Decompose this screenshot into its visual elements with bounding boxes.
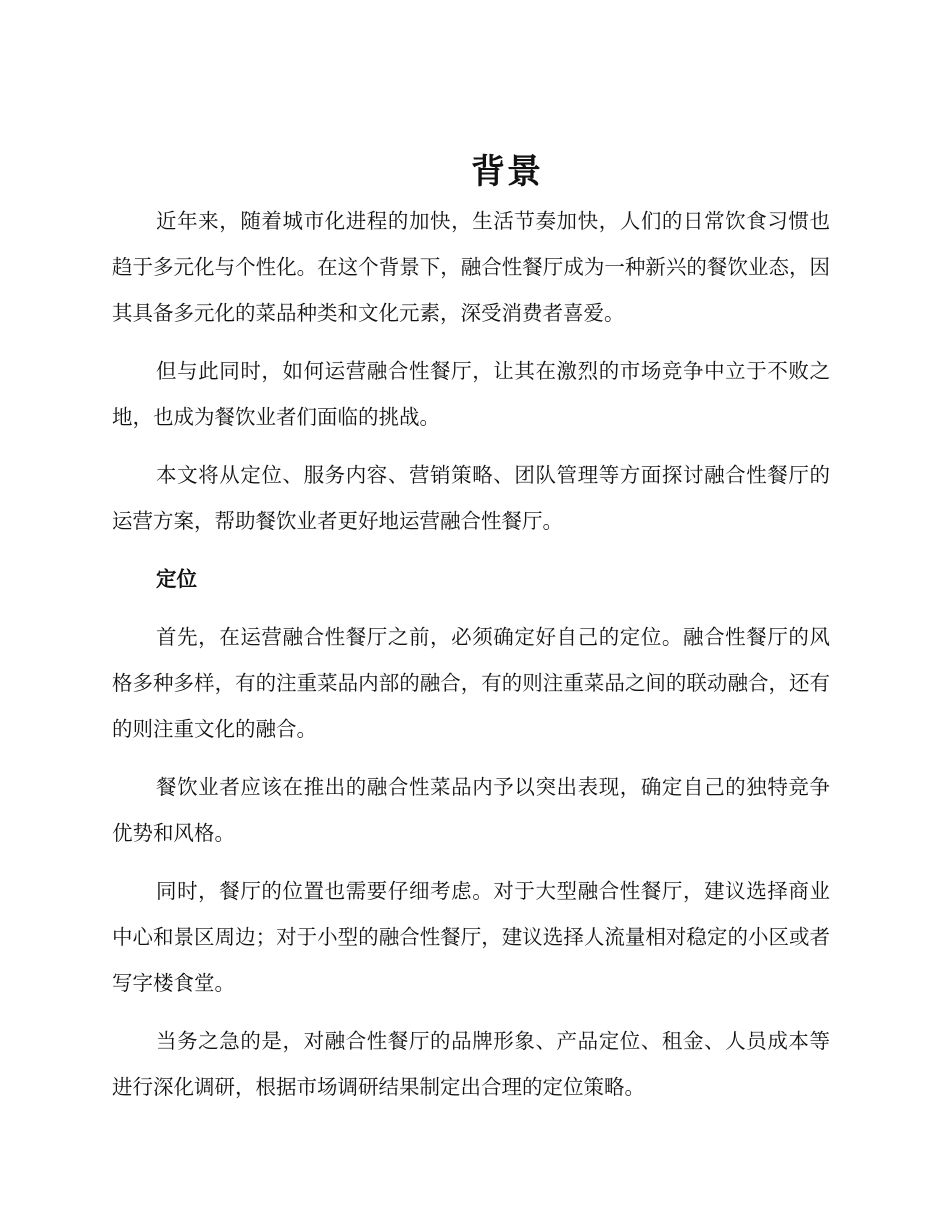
paragraph: 餐饮业者应该在推出的融合性菜品内予以突出表现，确定自己的独特竞争优势和风格。 bbox=[112, 775, 830, 845]
paragraph: 近年来，随着城市化进程的加快，生活节奏加快，人们的日常饮食习惯也趋于多元化与个性化。在这个背景下，融合性餐厅成为一种新兴的餐饮业态，因其具备多元化的菜品种类和文化元素，深受消费者喜爱。 bbox=[112, 209, 830, 325]
document-body bbox=[112, 198, 830, 1122]
paragraph: 同时，餐厅的位置也需要仔细考虑。对于大型融合性餐厅，建议选择商业中心和景区周边；对于小型的融合性餐厅，建议选择人流量相对稳定的小区或者写字楼食堂。 bbox=[112, 879, 830, 995]
paragraph: 当务之急的是，对融合性餐厅的品牌形象、产品定位、租金、人员成本等进行深化调研，根据市场调研结果制定出合理的定位策略。 bbox=[112, 1029, 830, 1099]
paragraph: 首先，在运营融合性餐厅之前，必须确定好自己的定位。融合性餐厅的风格多种多样，有的注重菜品内部的融合，有的则注重菜品之间的联动融合，还有的则注重文化的融合。 bbox=[112, 625, 830, 741]
paragraph: 但与此同时，如何运营融合性餐厅，让其在激烈的市场竞争中立于不败之地，也成为餐饮业者们面临的挑战。 bbox=[112, 359, 830, 429]
section-heading: 定位 bbox=[156, 567, 197, 591]
paragraph: 本文将从定位、服务内容、营销策略、团队管理等方面探讨融合性餐厅的运营方案，帮助餐饮业者更好地运营融合性餐厅。 bbox=[112, 463, 830, 533]
document-title: 背景 bbox=[471, 152, 543, 192]
